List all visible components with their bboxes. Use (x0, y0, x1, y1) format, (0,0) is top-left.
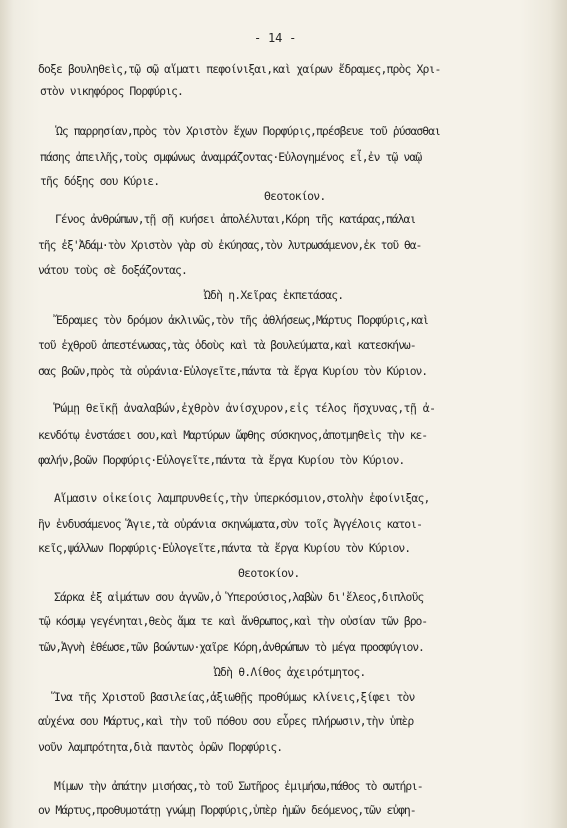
text-line: τῷ κόσμῳ γεγένηται,θεὸς ἅμα τε καὶ ἄνθρωπος,καὶ τὴν οὐσίαν τῶν βρο- (38, 614, 428, 628)
text-line: πάσης ἀπειλῆς,τοὺς σμφώνως ἀναμράζοντας·Εὐλογημένος εἶ,ἐν τῷ ναῷ (40, 150, 422, 164)
section-heading: Θεοτοκίον. (264, 189, 326, 203)
text-line: τῶν,Ἁγνὴ ἐθέωσε,τῶν βοώντων·χαῖρε Κόρη,ἀνθρώπων τὸ μέγα προσφύγιον. (38, 640, 424, 654)
text-line: Ἵνα τῆς Χριστοῦ βασιλείας,ἀξιωθῇς προθύμως κλίνεις,ξίφει τὸν (54, 690, 415, 704)
text-line: Αἵμασιν οἰκείοις λαμπρυνθείς,τὴν ὑπερκόσμιον,στολὴν ἐφοίνιξας, (54, 491, 430, 505)
ode-heading: Ὠδὴ θ.Λίθος ἀχειρότμητος. (214, 665, 366, 679)
text-line: φαλήν,βοῶν Πορφύρις·Εὐλογεῖτε,πάντα τὰ ἔργα Κυρίου τὸν Κύριον. (38, 453, 405, 467)
text-line: Γένος ἀνθρώπων,τῇ σῇ κυήσει ἀπολέλυται,Κόρη τῆς κατάρας,πάλαι (55, 212, 416, 226)
text-line: νοῦν λαμπρότητα,διὰ παντὸς ὁρῶν Πορφύρις. (38, 740, 283, 754)
text-line: στὸν νικηφόρος Πορφύρις. (40, 84, 183, 98)
text-line: τῆς δόξης σου Κύριε. (40, 174, 160, 188)
text-line: σας βοῶν,πρὸς τὰ οὐράνια·Εὐλογεῖτε,πάντα τὰ ἔργα Κυρίου τὸν Κύριον. (38, 364, 428, 378)
text-line: κενδότῳ ἐνστάσει σου,καὶ Μαρτύρων ὤφθης σύσκηνος,ἀποτμηθεὶς τὴν κε- (38, 428, 428, 442)
text-line: ἣν ἐνδυσάμενος Ἅγιε,τὰ οὐράνια σκηνώματα,σὺν τοῖς Ἀγγέλοις κατοι- (38, 517, 423, 531)
text-line: τοῦ ἐχθροῦ ἀπεστένωσας,τὰς ὁδοὺς καὶ τὰ βουλεύματα,καὶ κατεσκήνω- (38, 338, 416, 352)
text-line: Μίμων τὴν ἀπάτην μισήσας,τὸ τοῦ Σωτῆρος ἐμιμήσω,πάθος τὸ σωτήρι- (54, 779, 423, 793)
page-number: - 14 - (254, 31, 297, 45)
text-line: κεῖς,ψάλλων Πορφύρις·Εὐλογεῖτε,πάντα τὰ ἔργα Κυρίου τὸν Κύριον. (38, 541, 411, 555)
text-line: τῆς ἐξ'Ἀδάμ·τὸν Χριστὸν γὰρ σὺ ἐκύησας,τὸν λυτρωσάμενον,ἐκ τοῦ θα- (38, 238, 422, 252)
text-line: Ῥώμῃ θεϊκῇ ἀναλαβών,ἐχθρὸν ἀνίσχυρον,εἰς τέλος ἤσχυνας,τῇ ἀ- (54, 401, 436, 415)
text-line: Ἔδραμες τὸν δρόμον ἀκλινῶς,τὸν τῆς ἀθλήσεως,Μάρτυς Πορφύρις,καὶ (56, 313, 429, 327)
section-heading: Θεοτοκίον. (238, 566, 300, 580)
text-line: νάτου τοὺς σὲ δοξάζοντας. (38, 263, 187, 277)
text-line: δοξε βουληθεὶς,τῷ σῷ αἵματι πεφοίνιξαι,καὶ χαίρων ἔδραμες,πρὸς Χρι- (38, 62, 441, 76)
text-line: Ὡς παρρησίαν,πρὸς τὸν Χριστὸν ἔχων Πορφύρις,πρέσβευε τοῦ ῥύσασθαι (56, 124, 441, 138)
text-line: ον Μάρτυς,προθυμοτάτῃ γνώμῃ Πορφύρις,ὑπὲρ ἡμῶν δεόμενος,τῶν εὐφη- (38, 803, 416, 817)
ode-heading: Ὠδὴ η.Χεῖρας ἐκπετάσας. (204, 288, 344, 302)
text-line: αὐχένα σου Μάρτυς,καὶ τὴν τοῦ πόθου σου εὗρες πλήρωσιν,τὴν ὑπὲρ (38, 714, 414, 728)
text-line: Σάρκα ἐξ αἱμάτων σου ἁγνῶν,ὁ Ὑπερούσιος,λαβὼν δι'ἔλεος,διπλοῦς (54, 590, 424, 604)
